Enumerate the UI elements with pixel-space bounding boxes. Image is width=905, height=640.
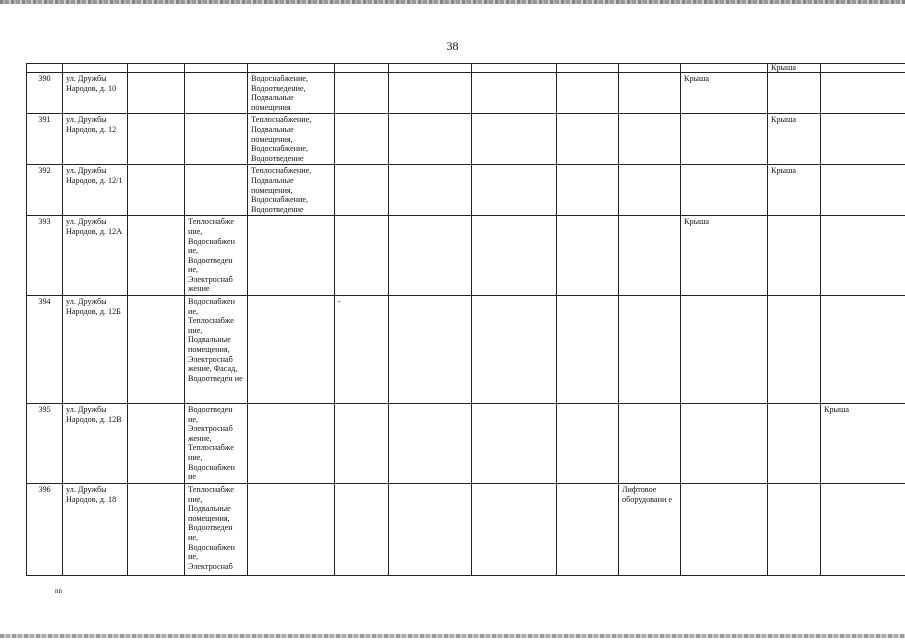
row-number-cell: 392: [27, 165, 63, 216]
table-cell: [821, 114, 905, 165]
table-cell: [389, 296, 472, 404]
table-cell: Крыша: [768, 114, 821, 165]
table-cell: [557, 73, 619, 114]
footer-mark: nn: [55, 587, 62, 595]
table-cell: [128, 114, 185, 165]
table-cell: Водоотведен ие, Электроснаб жение, Теплоснабже ние, Водоснабжен ие: [185, 404, 248, 484]
table-row: [27, 216, 905, 296]
table-cell: [335, 484, 389, 576]
table-cell: [335, 216, 389, 296]
header-cell: [619, 64, 681, 73]
header-cell: [472, 64, 557, 73]
header-cell: [335, 64, 389, 73]
header-row: [27, 64, 905, 73]
table-cell: [619, 296, 681, 404]
header-cell: [389, 64, 472, 73]
header-cell: [248, 64, 335, 73]
address-cell: ул. Дружбы Народов, д. 12А: [63, 216, 128, 296]
table-cell: [681, 114, 768, 165]
table-cell: [472, 114, 557, 165]
table-cell: [557, 165, 619, 216]
table-cell: [389, 114, 472, 165]
table-cell: [128, 296, 185, 404]
table-cell: [248, 216, 335, 296]
table-row: [27, 296, 905, 404]
table-cell: Водоснабжение, Водоотведение, Подвальные помещения: [248, 73, 335, 114]
header-cell: [185, 64, 248, 73]
table-cell: -: [335, 296, 389, 404]
scan-edge-bottom: [0, 634, 905, 638]
table-cell: [681, 165, 768, 216]
table-cell: [472, 296, 557, 404]
table-cell: [681, 296, 768, 404]
table-cell: Крыша: [681, 216, 768, 296]
table-row: [27, 114, 905, 165]
table-cell: [821, 484, 905, 576]
table-cell: [557, 484, 619, 576]
table-cell: [472, 216, 557, 296]
table-cell: [248, 404, 335, 484]
table-cell: [821, 296, 905, 404]
table-cell: Крыша: [821, 404, 905, 484]
table-cell: [389, 404, 472, 484]
table-cell: [768, 216, 821, 296]
row-number-cell: 391: [27, 114, 63, 165]
table-cell: [389, 165, 472, 216]
table-cell: [472, 73, 557, 114]
table-cell: [557, 216, 619, 296]
table-cell: [768, 73, 821, 114]
table-cell: [619, 73, 681, 114]
table-row: [27, 404, 905, 484]
table-cell: [557, 114, 619, 165]
header-cell: [128, 64, 185, 73]
address-cell: ул. Дружбы Народов, д. 12/1: [63, 165, 128, 216]
table-cell: Теплоснабже ние, Подвальные помещения, Водоотведен ие, Водоснабжен ие, Электроснаб: [185, 484, 248, 576]
table-cell: [472, 484, 557, 576]
table-cell: [768, 296, 821, 404]
table-row: [27, 484, 905, 576]
table-cell: [185, 73, 248, 114]
scan-edge-top: [0, 0, 905, 4]
table-cell: Крыша: [768, 165, 821, 216]
address-cell: ул. Дружбы Народов, д. 18: [63, 484, 128, 576]
table-cell: [821, 165, 905, 216]
table-row: [27, 165, 905, 216]
table-cell: [128, 484, 185, 576]
header-cell: [27, 64, 63, 73]
table-row: [27, 73, 905, 114]
table-cell: [619, 216, 681, 296]
table-cell: [472, 404, 557, 484]
table-body: [27, 64, 905, 576]
header-cell: [63, 64, 128, 73]
table-cell: [128, 404, 185, 484]
table-cell: [472, 165, 557, 216]
table-cell: [557, 296, 619, 404]
table-cell: [389, 216, 472, 296]
header-cell: [557, 64, 619, 73]
table-cell: [128, 216, 185, 296]
table-cell: [335, 73, 389, 114]
table-cell: [619, 165, 681, 216]
row-number-cell: 394: [27, 296, 63, 404]
table-cell: [248, 484, 335, 576]
table-cell: [389, 73, 472, 114]
table-cell: [619, 404, 681, 484]
table-cell: [389, 484, 472, 576]
header-cell: [681, 64, 768, 73]
row-number-cell: 393: [27, 216, 63, 296]
table-cell: [768, 404, 821, 484]
header-cell: [821, 64, 905, 73]
table-cell: [335, 114, 389, 165]
table-cell: Теплоснабжение, Подвальные помещения, Водоснабжение, Водоотведение: [248, 165, 335, 216]
table-cell: [185, 165, 248, 216]
table-cell: [335, 165, 389, 216]
address-cell: ул. Дружбы Народов, д. 12: [63, 114, 128, 165]
table-cell: [821, 73, 905, 114]
address-cell: ул. Дружбы Народов, д. 12В: [63, 404, 128, 484]
table-cell: Теплоснабже ние, Водоснабжен ие, Водоотведен ие, Электроснаб жение: [185, 216, 248, 296]
table-cell: [557, 404, 619, 484]
table-cell: [185, 114, 248, 165]
table-cell: [681, 404, 768, 484]
register-table: [26, 63, 905, 576]
table-cell: Водоснабжен ие, Теплоснабже ние, Подвальные помещения, Электроснаб жение, Фасад, Водоотведен ие: [185, 296, 248, 404]
row-number-cell: 396: [27, 484, 63, 576]
table-cell: Лифтовое оборудовани е: [619, 484, 681, 576]
table-cell: [821, 216, 905, 296]
address-cell: ул. Дружбы Народов, д. 12Б: [63, 296, 128, 404]
row-number-cell: 395: [27, 404, 63, 484]
table-cell: [128, 165, 185, 216]
row-number-cell: 390: [27, 73, 63, 114]
table-cell: Крыша: [681, 73, 768, 114]
table-cell: [335, 404, 389, 484]
table-cell: [619, 114, 681, 165]
table-cell: [128, 73, 185, 114]
table-cell: Теплоснабжение, Подвальные помещения, Водоснабжение, Водоотведение: [248, 114, 335, 165]
header-cell: Крыша: [768, 64, 821, 73]
page-number: 38: [446, 39, 459, 53]
address-cell: ул. Дружбы Народов, д. 10: [63, 73, 128, 114]
table-cell: [248, 296, 335, 404]
table-cell: [681, 484, 768, 576]
table-cell: [768, 484, 821, 576]
